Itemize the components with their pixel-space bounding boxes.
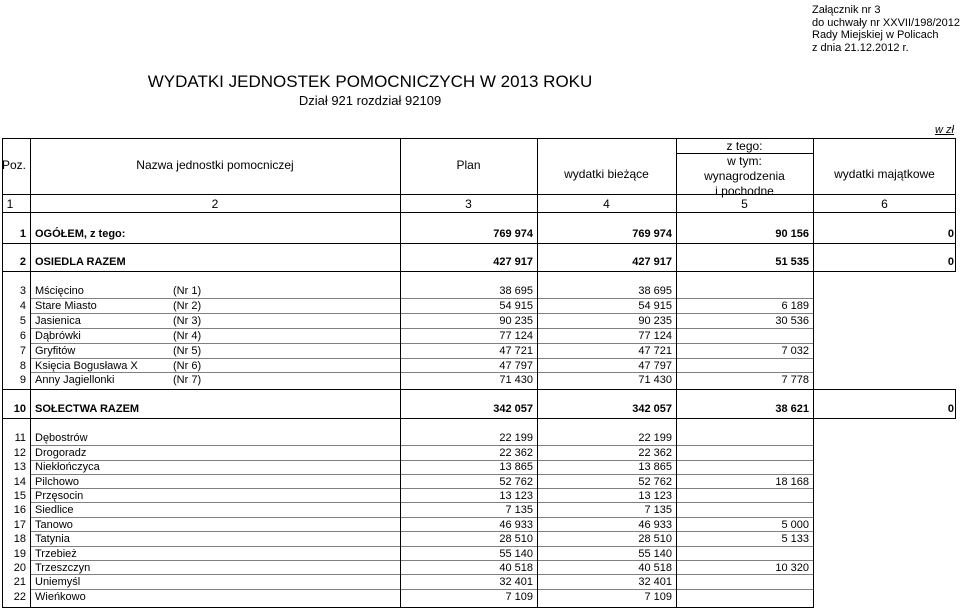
row-majatkowe: 0	[947, 228, 954, 240]
row-poz: 17	[13, 519, 26, 531]
row-plan: 47 797	[499, 360, 533, 372]
header-name: Nazwa jednostki pomocniczej	[136, 158, 294, 172]
row-name: Mścięcino	[35, 285, 84, 297]
row-plan: 7 109	[505, 591, 533, 603]
row-poz: 7	[19, 345, 26, 357]
header-z-tego: z tego:	[726, 139, 763, 153]
row-plan: 13 123	[499, 490, 533, 502]
row-biezace: 54 915	[638, 300, 672, 312]
row-biezace: 90 235	[638, 315, 672, 327]
row-biezace: 7 135	[644, 504, 672, 516]
row-wynagrodzenia: 7 778	[781, 374, 809, 386]
row-biezace: 52 762	[638, 476, 672, 488]
row-poz: 13	[13, 461, 26, 473]
row-biezace: 769 974	[632, 228, 672, 240]
col-number: 2	[211, 197, 219, 211]
row-biezace: 77 124	[638, 330, 672, 342]
header-majatkowe: wydatki majątkowe	[834, 167, 935, 181]
row-plan: 71 430	[499, 374, 533, 386]
row-name: Tatynia	[35, 533, 70, 545]
row-poz: 19	[13, 548, 26, 560]
row-plan: 52 762	[499, 476, 533, 488]
row-biezace: 7 109	[644, 591, 672, 603]
row-wynagrodzenia: 30 536	[775, 315, 809, 327]
row-name: Trzebież	[35, 548, 77, 560]
row-biezace: 342 057	[632, 403, 672, 415]
row-name: Przęsocin	[35, 490, 84, 502]
row-poz: 9	[19, 374, 26, 386]
row-nr: (Nr 1)	[173, 285, 202, 297]
row-nr: (Nr 5)	[173, 345, 202, 357]
row-poz: 8	[19, 360, 26, 372]
row-plan: 55 140	[499, 548, 533, 560]
row-biezace: 28 510	[638, 533, 672, 545]
row-biezace: 38 695	[638, 285, 672, 297]
header-pochodne: i pochodne	[715, 184, 774, 198]
row-plan: 46 933	[499, 519, 533, 531]
row-plan: 32 401	[499, 576, 533, 588]
annex-note-line: z dnia 21.12.2012 r.	[812, 41, 909, 54]
row-name: Drogoradz	[35, 447, 87, 459]
row-poz: 12	[13, 447, 26, 459]
row-name: Gryfitów	[35, 345, 76, 357]
row-plan: 22 362	[499, 447, 533, 459]
row-wynagrodzenia: 90 156	[775, 228, 809, 240]
row-wynagrodzenia: 7 032	[781, 345, 809, 357]
row-poz: 3	[19, 285, 26, 297]
header-poz: Poz.	[1, 158, 26, 172]
row-biezace: 22 362	[638, 447, 672, 459]
row-name: Dąbrówki	[35, 330, 81, 342]
row-name: Dębostrów	[35, 432, 88, 444]
row-poz: 2	[19, 256, 26, 268]
row-plan: 38 695	[499, 285, 533, 297]
col-number: 6	[881, 197, 888, 211]
row-nr: (Nr 4)	[173, 330, 202, 342]
row-plan: 47 721	[499, 345, 533, 357]
header-w-tym: w tym:	[727, 154, 762, 168]
row-poz: 21	[13, 576, 26, 588]
row-nr: (Nr 7)	[173, 374, 202, 386]
row-poz: 6	[19, 330, 26, 342]
col-number: 4	[603, 197, 610, 211]
col-number: 5	[741, 197, 748, 211]
row-name: Stare Miasto	[35, 300, 97, 312]
row-name: Wieńkowo	[35, 591, 86, 603]
row-poz: 18	[13, 533, 26, 545]
row-wynagrodzenia: 38 621	[775, 403, 809, 415]
row-name: OGÓŁEM, z tego:	[35, 228, 126, 240]
row-name: Jasienica	[35, 315, 81, 327]
row-plan: 40 518	[499, 562, 533, 574]
row-biezace: 32 401	[638, 576, 672, 588]
annex-note-line: Rady Miejskiej w Policach	[812, 29, 939, 41]
header-biezace: wydatki bieżące	[564, 167, 649, 181]
header-wynagrodzenia: wynagrodzenia	[704, 169, 785, 183]
row-wynagrodzenia: 51 535	[775, 256, 809, 268]
header-plan: Plan	[456, 158, 481, 172]
annex-note-line: Załącznik nr 3	[812, 4, 881, 16]
row-name: Pilchowo	[35, 476, 80, 488]
row-name: Uniemyśl	[35, 576, 81, 588]
annex-note-line: do uchwały nr XXVII/198/2012	[812, 16, 960, 29]
row-poz: 20	[13, 562, 26, 574]
row-name: Niekłończyca	[35, 461, 100, 473]
row-wynagrodzenia: 10 320	[775, 562, 809, 574]
row-poz: 10	[13, 403, 26, 415]
row-biezace: 13 123	[638, 490, 672, 502]
row-wynagrodzenia: 6 189	[781, 300, 809, 312]
row-poz: 14	[13, 476, 26, 488]
row-poz: 22	[13, 591, 26, 603]
row-biezace: 22 199	[638, 432, 672, 444]
row-plan: 7 135	[505, 504, 533, 516]
row-plan: 769 974	[493, 228, 533, 240]
row-wynagrodzenia: 5 133	[781, 533, 809, 545]
row-poz: 16	[13, 504, 26, 516]
row-wynagrodzenia: 18 168	[775, 476, 809, 488]
row-nr: (Nr 2)	[173, 300, 202, 312]
row-biezace: 40 518	[638, 562, 672, 574]
row-name: SOŁECTWA RAZEM	[35, 403, 140, 415]
row-poz: 4	[19, 300, 26, 312]
row-biezace: 55 140	[638, 548, 672, 560]
row-plan: 54 915	[499, 300, 533, 312]
row-name: Tanowo	[35, 519, 73, 531]
row-plan: 342 057	[493, 403, 533, 415]
row-wynagrodzenia: 5 000	[781, 519, 809, 531]
row-plan: 427 917	[493, 256, 533, 268]
row-biezace: 47 797	[638, 360, 672, 372]
document-subtitle: Dział 921 rozdział 92109	[298, 93, 442, 108]
row-nr: (Nr 6)	[173, 360, 202, 372]
row-plan: 77 124	[499, 330, 533, 342]
row-biezace: 71 430	[638, 374, 672, 386]
col-number: 3	[465, 197, 472, 211]
row-name: Anny Jagiellonki	[35, 374, 115, 386]
row-plan: 28 510	[499, 533, 533, 545]
row-name: Trzeszczyn	[35, 562, 91, 574]
row-name: Siedlice	[35, 504, 74, 516]
row-name: OSIEDLA RAZEM	[35, 256, 126, 268]
row-plan: 22 199	[499, 432, 533, 444]
row-poz: 11	[14, 432, 26, 444]
row-biezace: 47 721	[638, 345, 672, 357]
row-biezace: 46 933	[638, 519, 672, 531]
row-plan: 13 865	[499, 461, 533, 473]
row-plan: 90 235	[499, 315, 533, 327]
unit-label: w zł	[935, 124, 954, 136]
row-nr: (Nr 3)	[173, 315, 202, 327]
row-biezace: 427 917	[632, 256, 672, 268]
col-number: 1	[6, 197, 14, 211]
row-majatkowe: 0	[947, 403, 954, 415]
row-biezace: 13 865	[638, 461, 672, 473]
row-majatkowe: 0	[947, 256, 954, 268]
document-title: WYDATKI JEDNOSTEK POMOCNICZYCH W 2013 ROKU	[147, 72, 593, 91]
row-poz: 15	[13, 490, 26, 502]
row-name: Księcia Bogusława X	[35, 360, 138, 372]
row-poz: 1	[19, 228, 26, 240]
row-poz: 5	[19, 315, 26, 327]
